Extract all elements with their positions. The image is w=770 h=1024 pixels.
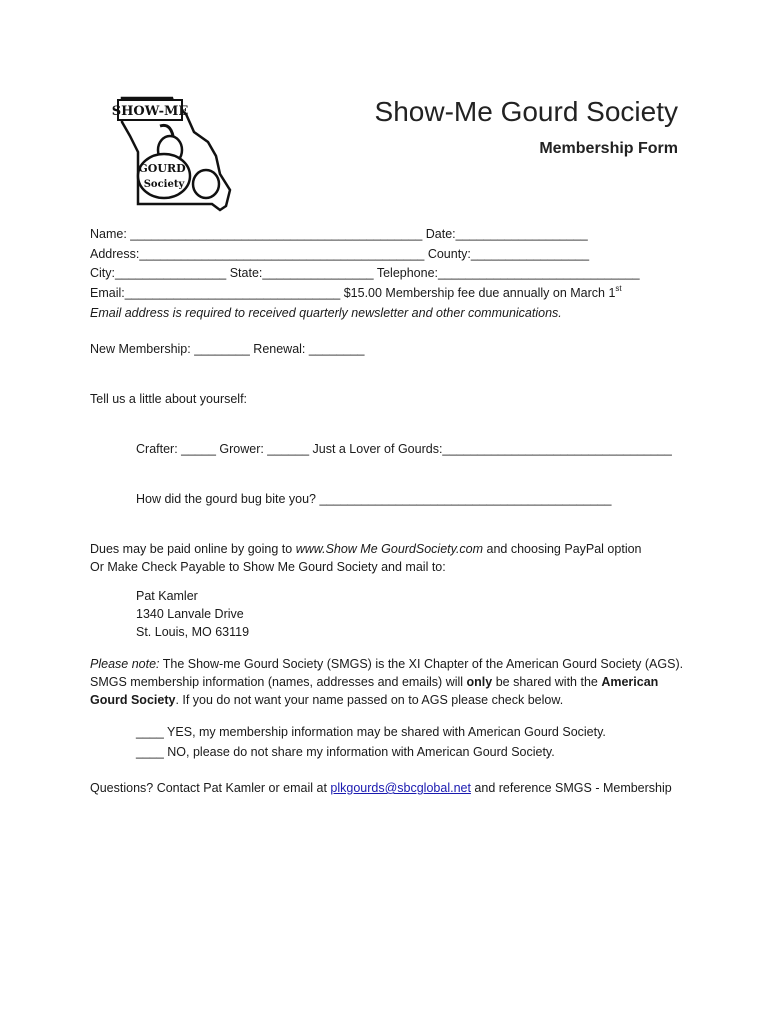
dues-text-pre: Dues may be paid online by going to [90, 542, 296, 556]
logo-text-gourd: GOURD [138, 162, 186, 175]
about-prompt: Tell us a little about yourself: [90, 392, 248, 406]
city-state-phone-field[interactable]: City:________________ State:________________ Telephone:_____________________________ [90, 266, 640, 280]
note-text-2a: SMGS membership information (names, addresses and emails) will [90, 675, 467, 689]
email-field[interactable] [90, 285, 622, 301]
dues-text-post: and choosing PayPal option [483, 542, 642, 556]
note-bold-gourd-society: Gourd Society [90, 693, 176, 707]
note-bold-only: only [466, 675, 493, 689]
contact-text-post: and reference SMGS - Membership [470, 781, 672, 795]
consent-yes-option[interactable]: ____ YES, my membership information may be shared with American Gourd Society. [136, 725, 606, 739]
note-text-1: The Show-me Gourd Society (SMGS) is the XI Chapter of the American Gourd Society (AGS). [159, 657, 684, 671]
form-subtitle: Membership Form [539, 140, 678, 157]
note-bold-american: American [601, 675, 659, 689]
page-title: Show-Me Gourd Society [374, 96, 678, 127]
mail-city: St. Louis, MO 63119 [136, 625, 250, 639]
note-line-2 [90, 674, 658, 690]
address-county-field[interactable]: Address:_________________________________________ County:_________________ [90, 247, 590, 261]
name-date-field[interactable]: Name: __________________________________________ Date:___________________ [90, 227, 588, 241]
note-text-3: . If you do not want your name passed on to AGS please check below. [175, 693, 564, 707]
note-line-1 [90, 656, 683, 672]
gourd-side [193, 170, 219, 198]
member-type-field[interactable]: Crafter: _____ Grower: ______ Just a Lover of Gourds:_________________________________ [136, 442, 672, 456]
logo-text-society: Society [143, 179, 185, 190]
mail-name: Pat Kamler [136, 589, 198, 603]
email-ordinal: st [615, 284, 622, 293]
dues-line-1 [90, 541, 642, 557]
website-link[interactable]: www.Show Me GourdSociety.com [295, 542, 484, 556]
note-line-3 [90, 692, 563, 708]
dues-line-2: Or Make Check Payable to Show Me Gourd Society and mail to: [90, 560, 446, 574]
gourd-body [138, 154, 190, 198]
consent-no-option[interactable]: ____ NO, please do not share my information with American Gourd Society. [136, 745, 555, 759]
gourd-bug-field[interactable]: How did the gourd bug bite you? __________________________________________ [136, 492, 612, 506]
note-text-2b: be shared with the [492, 675, 602, 689]
contact-line [90, 780, 672, 796]
note-label: Please note: [90, 657, 160, 671]
membership-type-field[interactable]: New Membership: ________ Renewal: ________ [90, 342, 365, 356]
email-line-text: Email:_______________________________ $15.00 Membership fee due annually on March 1 [90, 286, 616, 300]
email-note: Email address is required to received quarterly newsletter and other communications. [90, 306, 562, 320]
mail-street: 1340 Lanvale Drive [136, 607, 244, 621]
society-logo [112, 92, 240, 216]
contact-email-link[interactable]: plkgourds@sbcglobal.net [330, 781, 471, 795]
logo-text-top: SHOW-ME [112, 104, 189, 119]
contact-text-pre: Questions? Contact Pat Kamler or email at [90, 781, 331, 795]
